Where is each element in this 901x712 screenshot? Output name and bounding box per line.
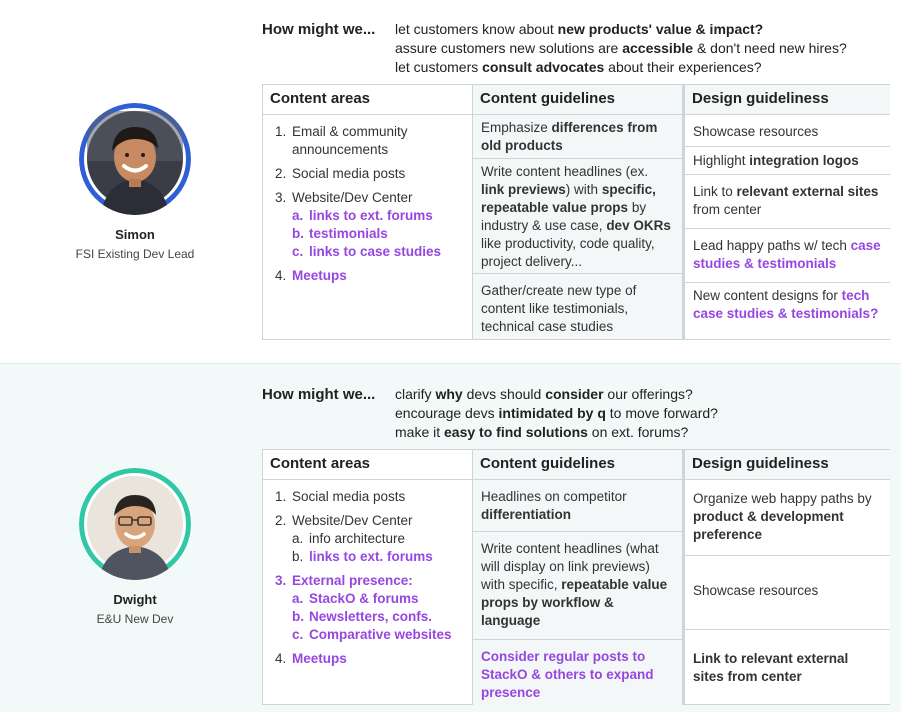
content-area-item bbox=[275, 165, 466, 183]
content-area-label bbox=[292, 267, 466, 285]
text-segment: clarify bbox=[395, 386, 436, 402]
list-number: 1. bbox=[275, 489, 287, 504]
content-area-subitem bbox=[292, 225, 466, 243]
list-number: 4. bbox=[275, 651, 287, 666]
content-guideline-cell bbox=[473, 640, 682, 706]
content-guideline-cell bbox=[473, 480, 682, 532]
bold-text: repeatable value props by workflow & language bbox=[481, 577, 668, 628]
persona-role: E&U New Dev bbox=[96, 612, 174, 626]
content-area-sublist bbox=[292, 207, 466, 261]
persona-section-dwight bbox=[0, 363, 901, 712]
content-areas-list bbox=[275, 488, 466, 674]
list-number: 4. bbox=[275, 268, 287, 283]
design-guideline-cell bbox=[685, 147, 890, 175]
content-area-item bbox=[275, 267, 466, 285]
highlight-text: tech case studies & testimonials? bbox=[693, 288, 879, 321]
design-guideline-cell bbox=[685, 556, 890, 630]
list-number: 2. bbox=[275, 513, 287, 528]
content-area-label bbox=[292, 488, 466, 506]
content-area-label bbox=[292, 650, 466, 668]
avatar-image bbox=[79, 103, 191, 215]
highlight-text: case studies & testimonials bbox=[693, 238, 881, 271]
text-segment: New content designs for bbox=[693, 288, 842, 303]
design-guideline-cell bbox=[685, 115, 890, 147]
text-segment: info architecture bbox=[309, 531, 406, 546]
text-segment: make it bbox=[395, 424, 445, 440]
text-segment: Write content headlines (what will display on link previews) with specific, bbox=[481, 541, 659, 592]
highlight-text: testimonials bbox=[309, 226, 388, 241]
content-area-subitem bbox=[292, 590, 466, 608]
column-header: Design guideliness bbox=[685, 85, 890, 115]
list-number: 3. bbox=[275, 573, 287, 588]
text-segment: Headlines on competitor bbox=[481, 489, 627, 504]
list-letter: a. bbox=[292, 531, 304, 546]
content-area-subitem bbox=[292, 530, 466, 548]
column-header: Content areas bbox=[263, 450, 472, 480]
content-area-label bbox=[292, 512, 466, 530]
hmw-question bbox=[395, 20, 885, 39]
bold-text: easy to find solutions bbox=[444, 424, 588, 440]
bold-text: dev OKRs bbox=[606, 218, 671, 233]
content-area-item bbox=[275, 488, 466, 506]
column-header: Design guideliness bbox=[685, 450, 890, 480]
highlight-text: links to ext. forums bbox=[309, 549, 433, 564]
content-area-label bbox=[292, 123, 466, 159]
persona-name: Dwight bbox=[113, 592, 157, 607]
hmw-lines bbox=[395, 20, 885, 77]
highlight-text: Meetups bbox=[292, 651, 347, 666]
hmw-question bbox=[395, 423, 885, 442]
avatar bbox=[79, 468, 191, 580]
content-areas-column bbox=[263, 450, 472, 704]
column-header: Content guidelines bbox=[473, 85, 682, 115]
list-number: 2. bbox=[275, 166, 287, 181]
list-letter: a. bbox=[292, 591, 304, 606]
content-guidelines-column bbox=[472, 85, 682, 339]
content-area-label bbox=[292, 572, 466, 590]
design-guidelines-column bbox=[682, 450, 890, 704]
text-segment: Showcase resources bbox=[693, 124, 819, 139]
guidelines-table bbox=[262, 449, 890, 705]
content-guideline-cell bbox=[473, 532, 682, 640]
persona-role: FSI Existing Dev Lead bbox=[75, 247, 195, 261]
list-letter: c. bbox=[292, 627, 304, 642]
highlight-text: Newsletters, confs. bbox=[309, 609, 433, 624]
highlight-text: Meetups bbox=[292, 268, 347, 283]
text-segment: encourage devs bbox=[395, 405, 499, 421]
text-segment: Email & community announcements bbox=[292, 124, 408, 157]
text-segment: from center bbox=[693, 202, 762, 217]
text-segment: Lead happy paths w/ tech bbox=[693, 238, 851, 253]
content-area-item bbox=[275, 650, 466, 668]
content-area-subitem bbox=[292, 626, 466, 644]
content-areas-list bbox=[275, 123, 466, 291]
text-segment: assure customers new solutions are bbox=[395, 40, 623, 56]
persona-name: Simon bbox=[115, 227, 155, 242]
text-segment: Highlight bbox=[693, 153, 750, 168]
highlight-text: Comparative websites bbox=[309, 627, 452, 642]
list-number: 1. bbox=[275, 124, 287, 139]
text-segment: Organize web happy paths by bbox=[693, 491, 872, 506]
design-guideline-cell bbox=[685, 229, 890, 283]
content-area-sublist bbox=[292, 590, 466, 644]
content-area-sublist bbox=[292, 530, 466, 566]
text-segment: & don't need new hires? bbox=[693, 40, 847, 56]
content-area-label bbox=[292, 165, 466, 183]
design-guideline-cell bbox=[685, 480, 890, 556]
highlight-text: StackO & forums bbox=[309, 591, 419, 606]
highlight-text: Consider regular posts to StackO & others to expand presence bbox=[481, 649, 654, 700]
list-number: 3. bbox=[275, 190, 287, 205]
text-segment: Website/Dev Center bbox=[292, 513, 413, 528]
bold-text: why bbox=[435, 386, 463, 402]
column-header: Content areas bbox=[263, 85, 472, 115]
hmw-question bbox=[395, 58, 885, 77]
content-area-subitem bbox=[292, 608, 466, 626]
bold-text: intimidated by q bbox=[498, 405, 606, 421]
text-segment: Gather/create new type of content like testimonials, technical case studies bbox=[481, 283, 637, 334]
content-area-item bbox=[275, 512, 466, 566]
text-segment: Emphasize bbox=[481, 120, 552, 135]
text-segment: Social media posts bbox=[292, 166, 406, 181]
text-segment: devs should bbox=[462, 386, 546, 402]
text-segment: like productivity, code quality, project delivery... bbox=[481, 236, 655, 269]
hmw-lines bbox=[395, 385, 885, 442]
text-segment: Showcase resources bbox=[693, 583, 819, 598]
highlight-text: External presence: bbox=[292, 573, 413, 588]
bold-text: relevant external sites bbox=[736, 184, 879, 199]
bold-text: product & development preference bbox=[693, 509, 844, 542]
content-area-item bbox=[275, 189, 466, 261]
text-segment: Social media posts bbox=[292, 489, 406, 504]
design-guideline-cell bbox=[685, 283, 890, 341]
guidelines-table bbox=[262, 84, 890, 340]
bold-text: link previews bbox=[481, 182, 566, 197]
highlight-text: links to ext. forums bbox=[309, 208, 433, 223]
text-segment: Write content headlines (ex. bbox=[481, 164, 649, 179]
content-areas-column bbox=[263, 85, 472, 339]
design-guideline-cell bbox=[685, 630, 890, 706]
text-segment: our offerings? bbox=[603, 386, 693, 402]
persona-card bbox=[30, 468, 240, 626]
text-segment: let customers bbox=[395, 59, 483, 75]
bold-text: new products' value & impact? bbox=[557, 21, 764, 37]
hmw-question bbox=[395, 39, 885, 58]
bold-text: differences from old products bbox=[481, 120, 658, 153]
text-segment: about their experiences? bbox=[604, 59, 762, 75]
bold-text: specific, repeatable value props bbox=[481, 182, 656, 215]
avatar bbox=[79, 103, 191, 215]
bold-text: accessible bbox=[622, 40, 694, 56]
text-segment: let customers know about bbox=[395, 21, 558, 37]
content-guideline-cell bbox=[473, 115, 682, 159]
highlight-text: links to case studies bbox=[309, 244, 442, 259]
text-segment: on ext. forums? bbox=[587, 424, 689, 440]
list-letter: b. bbox=[292, 549, 304, 564]
avatar-image bbox=[79, 468, 191, 580]
hmw-question bbox=[395, 385, 885, 404]
list-letter: a. bbox=[292, 208, 304, 223]
bold-text: differentiation bbox=[481, 507, 571, 522]
content-area-subitem bbox=[292, 207, 466, 225]
hmw-label: How might we... bbox=[262, 386, 376, 403]
text-segment: by industry & use case, bbox=[481, 200, 647, 233]
bold-text: consult advocates bbox=[482, 59, 605, 75]
content-guideline-cell bbox=[473, 274, 682, 340]
list-letter: b. bbox=[292, 609, 304, 624]
bold-text: consider bbox=[545, 386, 604, 402]
content-area-subitem bbox=[292, 548, 466, 566]
text-segment: ) with bbox=[565, 182, 602, 197]
text-segment: Link to bbox=[693, 184, 737, 199]
bold-text: integration logos bbox=[749, 153, 859, 168]
list-letter: b. bbox=[292, 226, 304, 241]
text-segment: Website/Dev Center bbox=[292, 190, 413, 205]
text-segment: to move forward? bbox=[605, 405, 718, 421]
bold-text: Link to relevant external sites from center bbox=[693, 651, 849, 684]
content-area-label bbox=[292, 189, 466, 207]
content-area-item bbox=[275, 123, 466, 159]
content-area-subitem bbox=[292, 243, 466, 261]
content-guideline-cell bbox=[473, 159, 682, 274]
design-guidelines-column bbox=[682, 85, 890, 339]
persona-card bbox=[30, 103, 240, 261]
list-letter: c. bbox=[292, 244, 304, 259]
design-guideline-cell bbox=[685, 175, 890, 229]
hmw-label: How might we... bbox=[262, 21, 376, 38]
hmw-question bbox=[395, 404, 885, 423]
column-header: Content guidelines bbox=[473, 450, 682, 480]
content-guidelines-column bbox=[472, 450, 682, 704]
content-area-item bbox=[275, 572, 466, 644]
